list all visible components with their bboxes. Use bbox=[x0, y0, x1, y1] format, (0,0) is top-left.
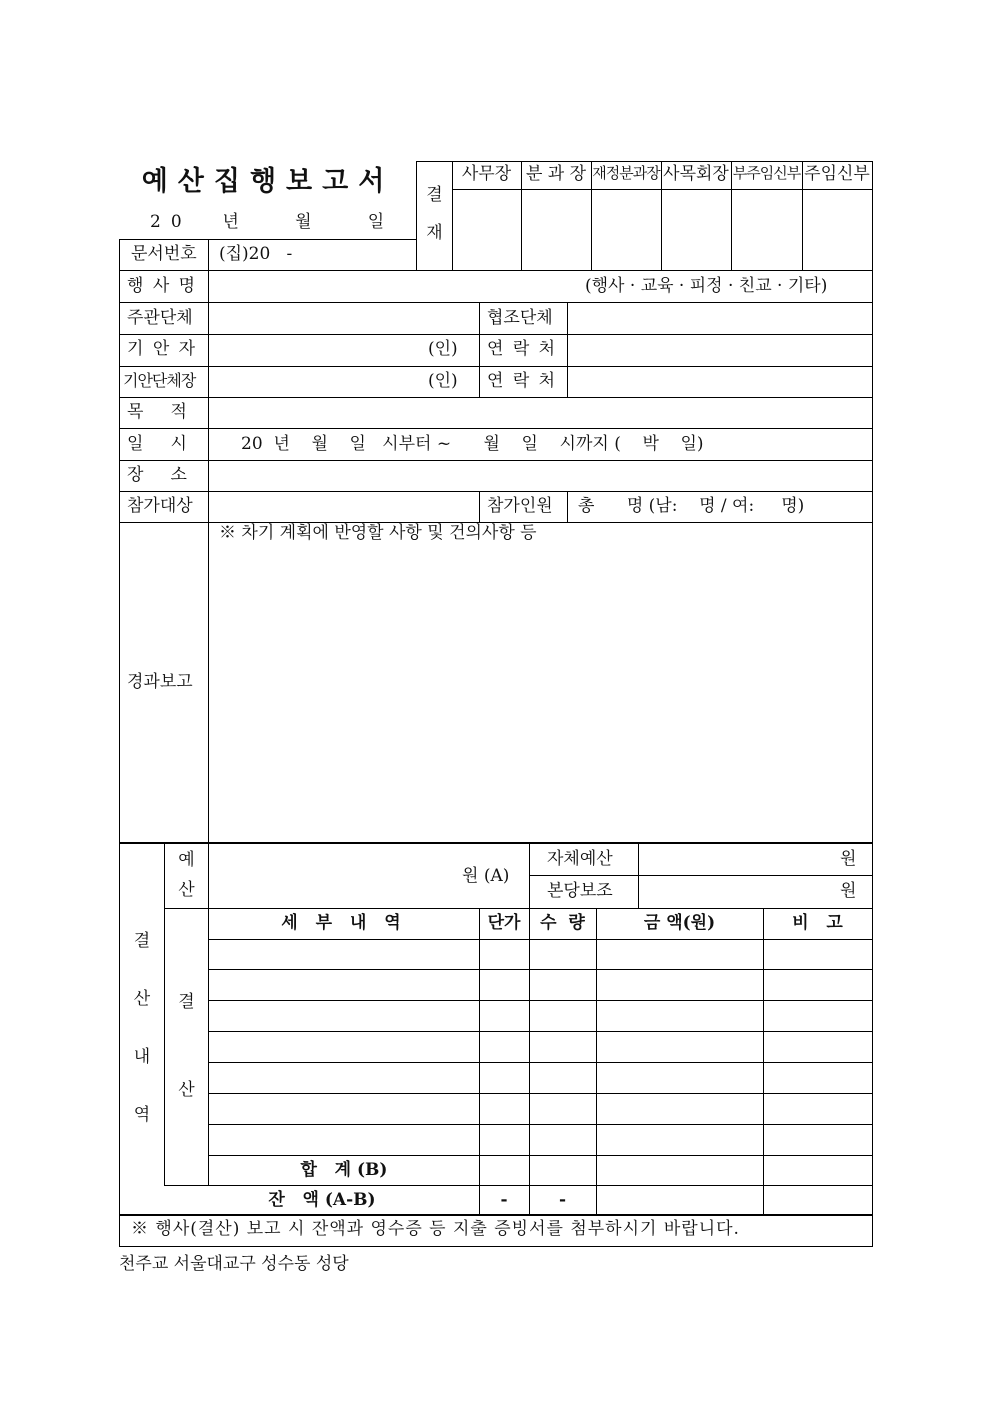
participants-label: 참가대상 bbox=[127, 496, 193, 516]
approver-office-manager: 사무장 bbox=[461, 164, 512, 184]
own-budget-unit: 원 bbox=[840, 849, 857, 869]
budget-label-char-2: 산 bbox=[178, 880, 195, 900]
contact-field-2[interactable] bbox=[568, 367, 872, 397]
own-budget-field[interactable] bbox=[639, 843, 834, 875]
seal-mark-1: (인) bbox=[428, 339, 458, 359]
approval-label-top: 결 bbox=[426, 185, 443, 205]
header-remarks: 비 고 bbox=[792, 913, 843, 933]
header-amount: 금 액(원) bbox=[643, 913, 716, 933]
approver-pastor: 주임신부 bbox=[804, 164, 870, 184]
drafter-field[interactable] bbox=[209, 335, 419, 366]
approver-associate-pastor: 부주임신부 bbox=[732, 164, 801, 182]
parish-support-label: 본당보조 bbox=[547, 881, 613, 901]
budget-won-a: 원 (A) bbox=[462, 866, 510, 886]
contact-field-1[interactable] bbox=[568, 335, 872, 366]
settlement-section-char-2: 산 bbox=[133, 989, 151, 1009]
seal-mark-2: (인) bbox=[428, 371, 458, 391]
signature-box-office-manager[interactable] bbox=[453, 190, 521, 270]
attendees-label: 참가인원 bbox=[487, 496, 553, 516]
signature-box-division-head[interactable] bbox=[522, 190, 591, 270]
drafter-head-field[interactable] bbox=[209, 367, 419, 397]
footer-parish-name: 천주교 서울대교구 성수동 성당 bbox=[119, 1254, 349, 1274]
settlement-section-char-1: 결 bbox=[133, 931, 151, 951]
budget-label-char-1: 예 bbox=[178, 850, 195, 870]
event-types: (행사 · 교육 · 피정 · 친교 · 기타) bbox=[585, 276, 828, 296]
purpose-label: 목 적 bbox=[127, 402, 187, 422]
progress-report-field[interactable] bbox=[209, 545, 872, 841]
balance-label: 잔 액 (A-B) bbox=[268, 1190, 376, 1210]
approval-label-bottom: 재 bbox=[426, 223, 443, 243]
signature-box-finance-head[interactable] bbox=[592, 190, 661, 270]
place-label: 장 소 bbox=[127, 465, 187, 485]
purpose-field[interactable] bbox=[209, 398, 872, 428]
contact-label-2: 연 락 처 bbox=[487, 371, 558, 391]
approver-council-president: 사목회장 bbox=[663, 164, 729, 184]
balance-dash-quantity: - bbox=[558, 1190, 567, 1210]
header-details: 세 부 내 역 bbox=[281, 913, 407, 933]
settlement-section-char-4: 역 bbox=[133, 1105, 151, 1125]
host-org-field[interactable] bbox=[209, 303, 479, 334]
settlement-label-char-1: 결 bbox=[178, 992, 195, 1012]
doc-number-label: 문서번호 bbox=[131, 244, 197, 264]
parish-support-unit: 원 bbox=[840, 881, 857, 901]
signature-box-associate-pastor[interactable] bbox=[732, 190, 802, 270]
approver-finance-head: 재정분과장 bbox=[592, 164, 660, 182]
settlement-section-char-3: 내 bbox=[133, 1047, 151, 1067]
budget-amount-field[interactable] bbox=[209, 843, 459, 908]
date-line: 20 년 월 일 bbox=[150, 212, 395, 232]
signature-box-pastor[interactable] bbox=[803, 190, 872, 270]
coop-org-field[interactable] bbox=[568, 303, 872, 334]
bottom-note: ※ 행사(결산) 보고 시 잔액과 영수증 등 지출 증빙서를 첨부하시기 바랍니다. bbox=[131, 1219, 740, 1239]
participants-field[interactable] bbox=[209, 492, 479, 522]
contact-label-1: 연 락 처 bbox=[487, 339, 558, 359]
event-name-field[interactable] bbox=[209, 271, 579, 302]
attendees-value[interactable]: 총 명 (남: 명 / 여: 명) bbox=[578, 496, 805, 516]
drafter-head-label: 기안단체장 bbox=[123, 371, 196, 390]
doc-number-value[interactable]: (집)20 - bbox=[219, 244, 293, 264]
drafter-label: 기 안 자 bbox=[127, 339, 198, 359]
datetime-label: 일 시 bbox=[127, 434, 187, 454]
approver-division-head: 분 과 장 bbox=[525, 164, 587, 184]
form-title: 예산집행보고서 bbox=[141, 166, 395, 197]
header-unit-price: 단가 bbox=[487, 913, 521, 933]
balance-dash-unit-price: - bbox=[500, 1190, 508, 1210]
total-row-fields[interactable] bbox=[480, 1156, 872, 1185]
total-label: 합 계 (B) bbox=[300, 1160, 388, 1180]
progress-label: 경과보고 bbox=[127, 672, 193, 692]
signature-box-council-president[interactable] bbox=[662, 190, 731, 270]
balance-amount-field[interactable] bbox=[597, 1186, 872, 1214]
place-field[interactable] bbox=[209, 461, 872, 491]
parish-support-field[interactable] bbox=[639, 876, 834, 908]
coop-org-label: 협조단체 bbox=[487, 308, 553, 328]
own-budget-label: 자체예산 bbox=[547, 849, 613, 869]
datetime-value[interactable]: 20 년 월 일 시부터 ~ 월 일 시까지 ( 박 일) bbox=[241, 434, 704, 454]
progress-note: ※ 차기 계획에 반영할 사항 및 건의사항 등 bbox=[219, 523, 537, 543]
settlement-label-char-2: 산 bbox=[178, 1080, 195, 1100]
event-name-label: 행 사 명 bbox=[127, 276, 198, 296]
header-quantity: 수 량 bbox=[540, 913, 585, 933]
host-org-label: 주관단체 bbox=[127, 308, 193, 328]
